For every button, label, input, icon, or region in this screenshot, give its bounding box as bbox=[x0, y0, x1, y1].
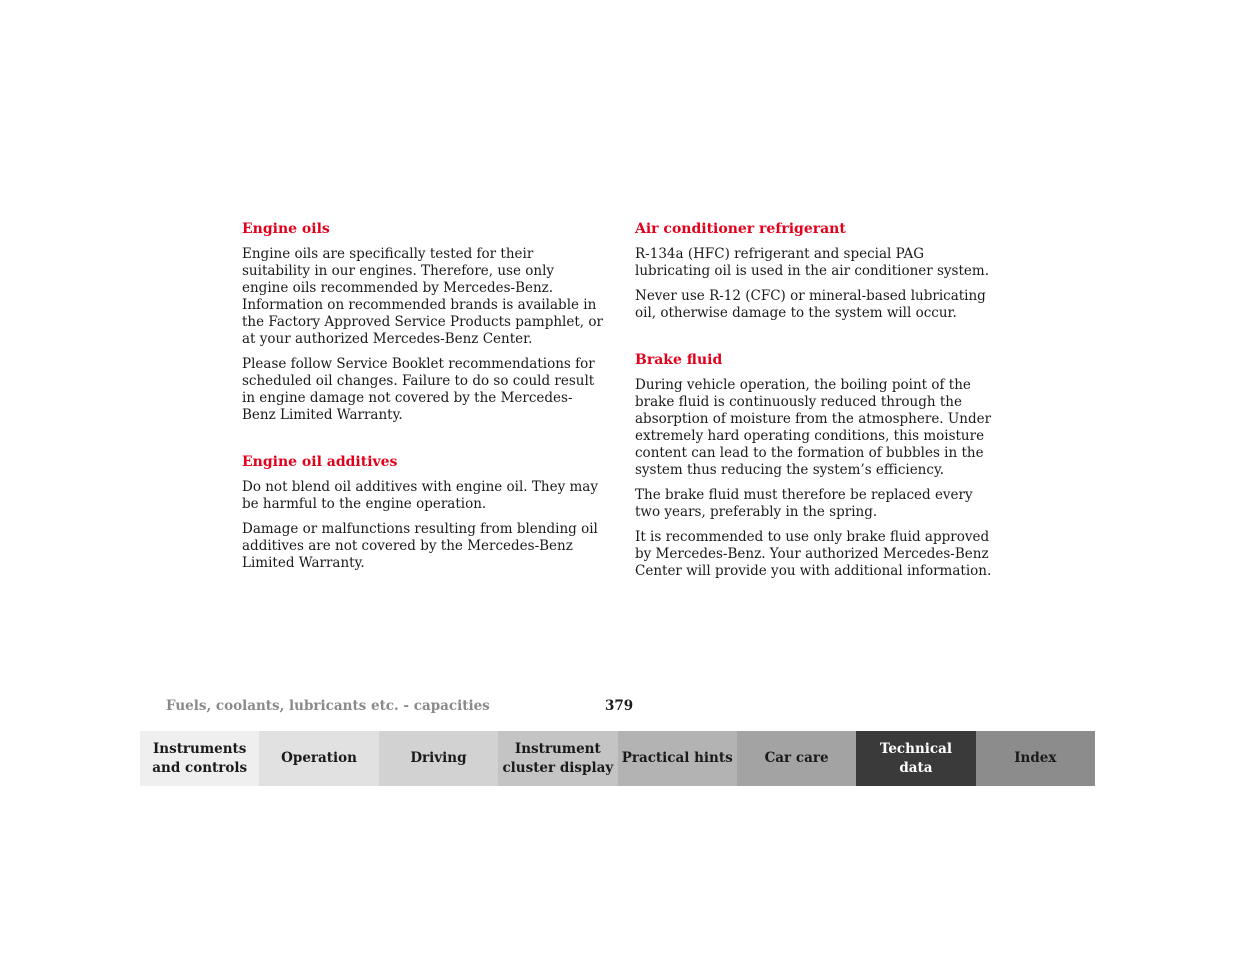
section-engine-oils bbox=[242, 221, 604, 424]
paragraph: R-134a (HFC) refrigerant and special PAG lubricating oil is used in the air conditioner system. bbox=[635, 246, 989, 279]
section-brake-fluid bbox=[635, 352, 997, 580]
section-heading: Engine oils bbox=[242, 221, 330, 237]
nav-tab-instruments-and-controls[interactable] bbox=[140, 731, 259, 786]
paragraph: Damage or malfunctions resulting from blending oil additives are not covered by the Mercedes-Benz Limited Warranty. bbox=[242, 521, 598, 571]
page-number: 379 bbox=[605, 698, 634, 714]
section-engine-oil-additives bbox=[242, 454, 604, 572]
nav-tab-driving[interactable] bbox=[379, 731, 498, 786]
paragraph: Do not blend oil additives with engine oil. They may be harmful to the engine operation. bbox=[242, 479, 598, 512]
nav-tab-label: Index bbox=[1014, 750, 1057, 766]
nav-tab-index[interactable] bbox=[976, 731, 1095, 786]
nav-tab-car-care[interactable] bbox=[737, 731, 856, 786]
section-heading: Brake fluid bbox=[635, 352, 723, 368]
nav-tab-label: Practical hints bbox=[621, 750, 733, 766]
nav-tab-label: Operation bbox=[281, 750, 357, 766]
paragraph: Never use R-12 (CFC) or mineral-based lubricating oil, otherwise damage to the system will occur. bbox=[635, 288, 986, 321]
paragraph: During vehicle operation, the boiling point of the brake fluid is continuously reduced through the absorption of moisture from the atmosphere. Under extremely hard operating conditions, this moisture content can lead to the formation of bubbles in the system thus reducing the system’s efficiency. bbox=[635, 377, 992, 478]
nav-tab-instrument-cluster-display[interactable] bbox=[498, 731, 617, 786]
nav-tab-label: Instrument cluster display bbox=[502, 740, 614, 776]
section-heading: Engine oil additives bbox=[242, 454, 398, 470]
nav-tab-label: Driving bbox=[410, 750, 467, 766]
nav-tab-label: Instruments and controls bbox=[152, 740, 248, 776]
footer-section-title: Fuels, coolants, lubricants etc. - capacities bbox=[166, 698, 490, 714]
paragraph: Please follow Service Booklet recommendations for scheduled oil changes. Failure to do so could result in engine damage not covered by the Mercedes-Benz Limited Warranty. bbox=[242, 356, 595, 423]
paragraph: It is recommended to use only brake fluid approved by Mercedes-Benz. Your authorized Mercedes-Benz Center will provide you with additional information. bbox=[635, 529, 992, 579]
nav-tab-label: Technical data bbox=[879, 740, 953, 776]
nav-tab-technical-data[interactable] bbox=[856, 731, 975, 786]
right-column bbox=[635, 221, 997, 580]
section-air-conditioner-refrigerant bbox=[635, 221, 997, 322]
nav-tab-operation[interactable] bbox=[259, 731, 378, 786]
nav-tab-practical-hints[interactable] bbox=[618, 731, 737, 786]
chapter-nav-bar bbox=[140, 731, 1095, 786]
left-column bbox=[242, 221, 604, 572]
section-heading: Air conditioner refrigerant bbox=[635, 221, 846, 237]
paragraph: Engine oils are specifically tested for their suitability in our engines. Therefore, use only engine oils recommended by Mercedes-Benz. Information on recommended brands is available in the Factory Approved Service Products pamphlet, or at your authorized Mercedes-Benz Center. bbox=[242, 246, 603, 347]
paragraph: The brake fluid must therefore be replaced every two years, preferably in the spring. bbox=[635, 487, 973, 520]
nav-tab-label: Car care bbox=[764, 750, 829, 766]
